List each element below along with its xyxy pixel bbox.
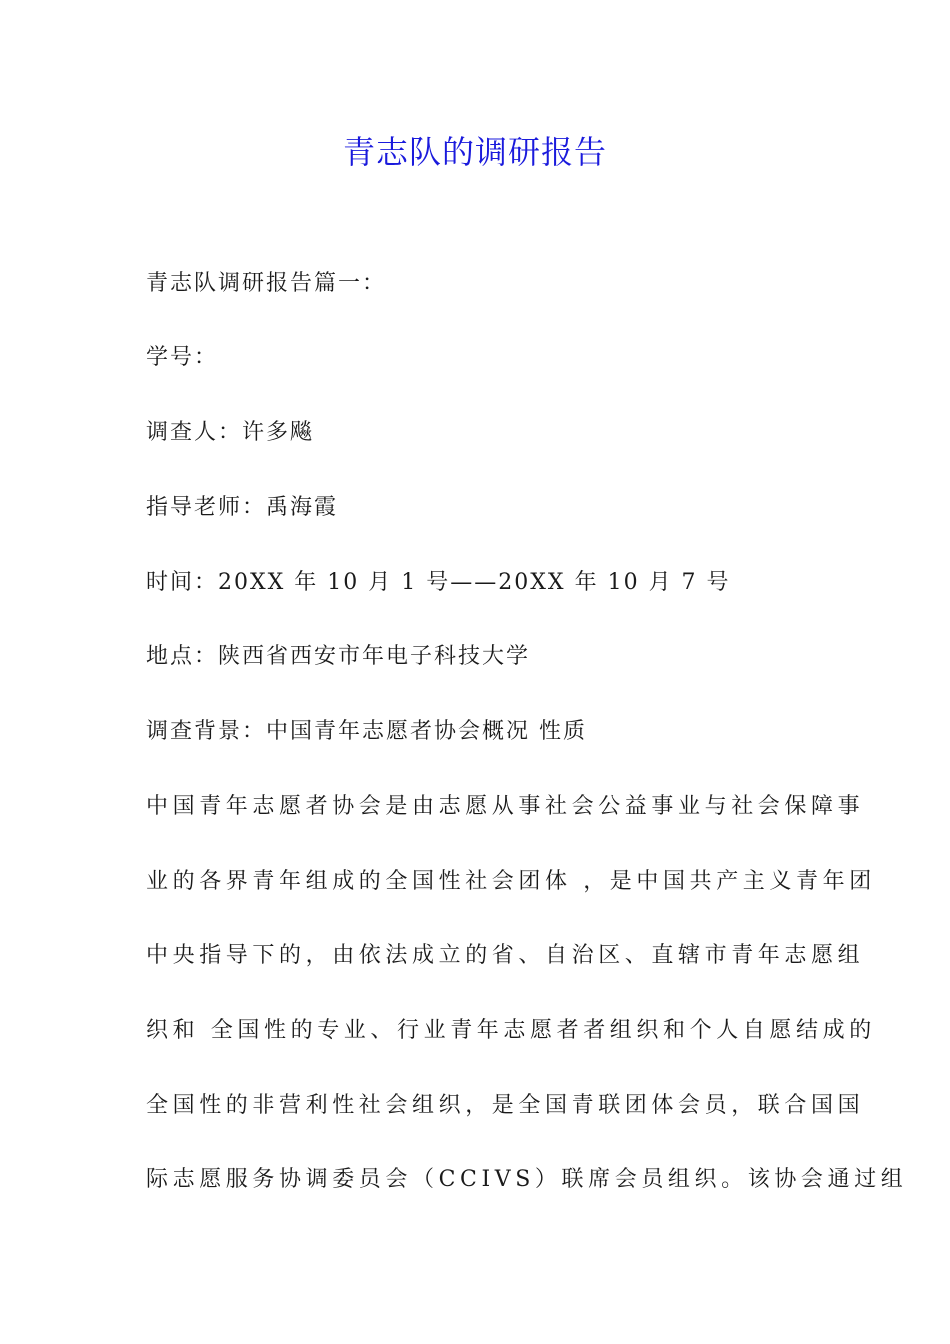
section-heading: 青志队调研报告篇一： [146, 271, 387, 296]
location-line: 地点：陕西省西安市年电子科技大学 [146, 644, 531, 669]
paragraph-line: 织和 全国性的专业、行业青年志愿者者组织和个人自愿结成的 [146, 1018, 876, 1043]
advisor-line: 指导老师：禹海霞 [146, 495, 339, 520]
time-line: 时间：20XX 年 10 月 1 号——20XX 年 10 月 7 号 [146, 570, 731, 595]
investigator-line: 调查人：许多飚 [146, 420, 315, 445]
paragraph-line: 际志愿服务协调委员会（CCIVS）联席会员组织。该协会通过组 [146, 1167, 908, 1192]
student-id-line: 学号： [146, 345, 219, 370]
document-title: 青志队的调研报告 [342, 133, 607, 171]
paragraph-line: 中国青年志愿者协会是由志愿从事社会公益事业与社会保障事 [146, 794, 865, 819]
paragraph-line: 中央指导下的，由依法成立的省、自治区、直辖市青年志愿组 [146, 943, 865, 968]
paragraph-line: 业的各界青年组成的全国性社会团体 ，是中国共产主义青年团 [146, 869, 876, 894]
background-line: 调查背景：中国青年志愿者协会概况 性质 [146, 719, 587, 744]
paragraph-line: 全国性的非营利性社会组织，是全国青联团体会员，联合国国 [146, 1093, 865, 1118]
